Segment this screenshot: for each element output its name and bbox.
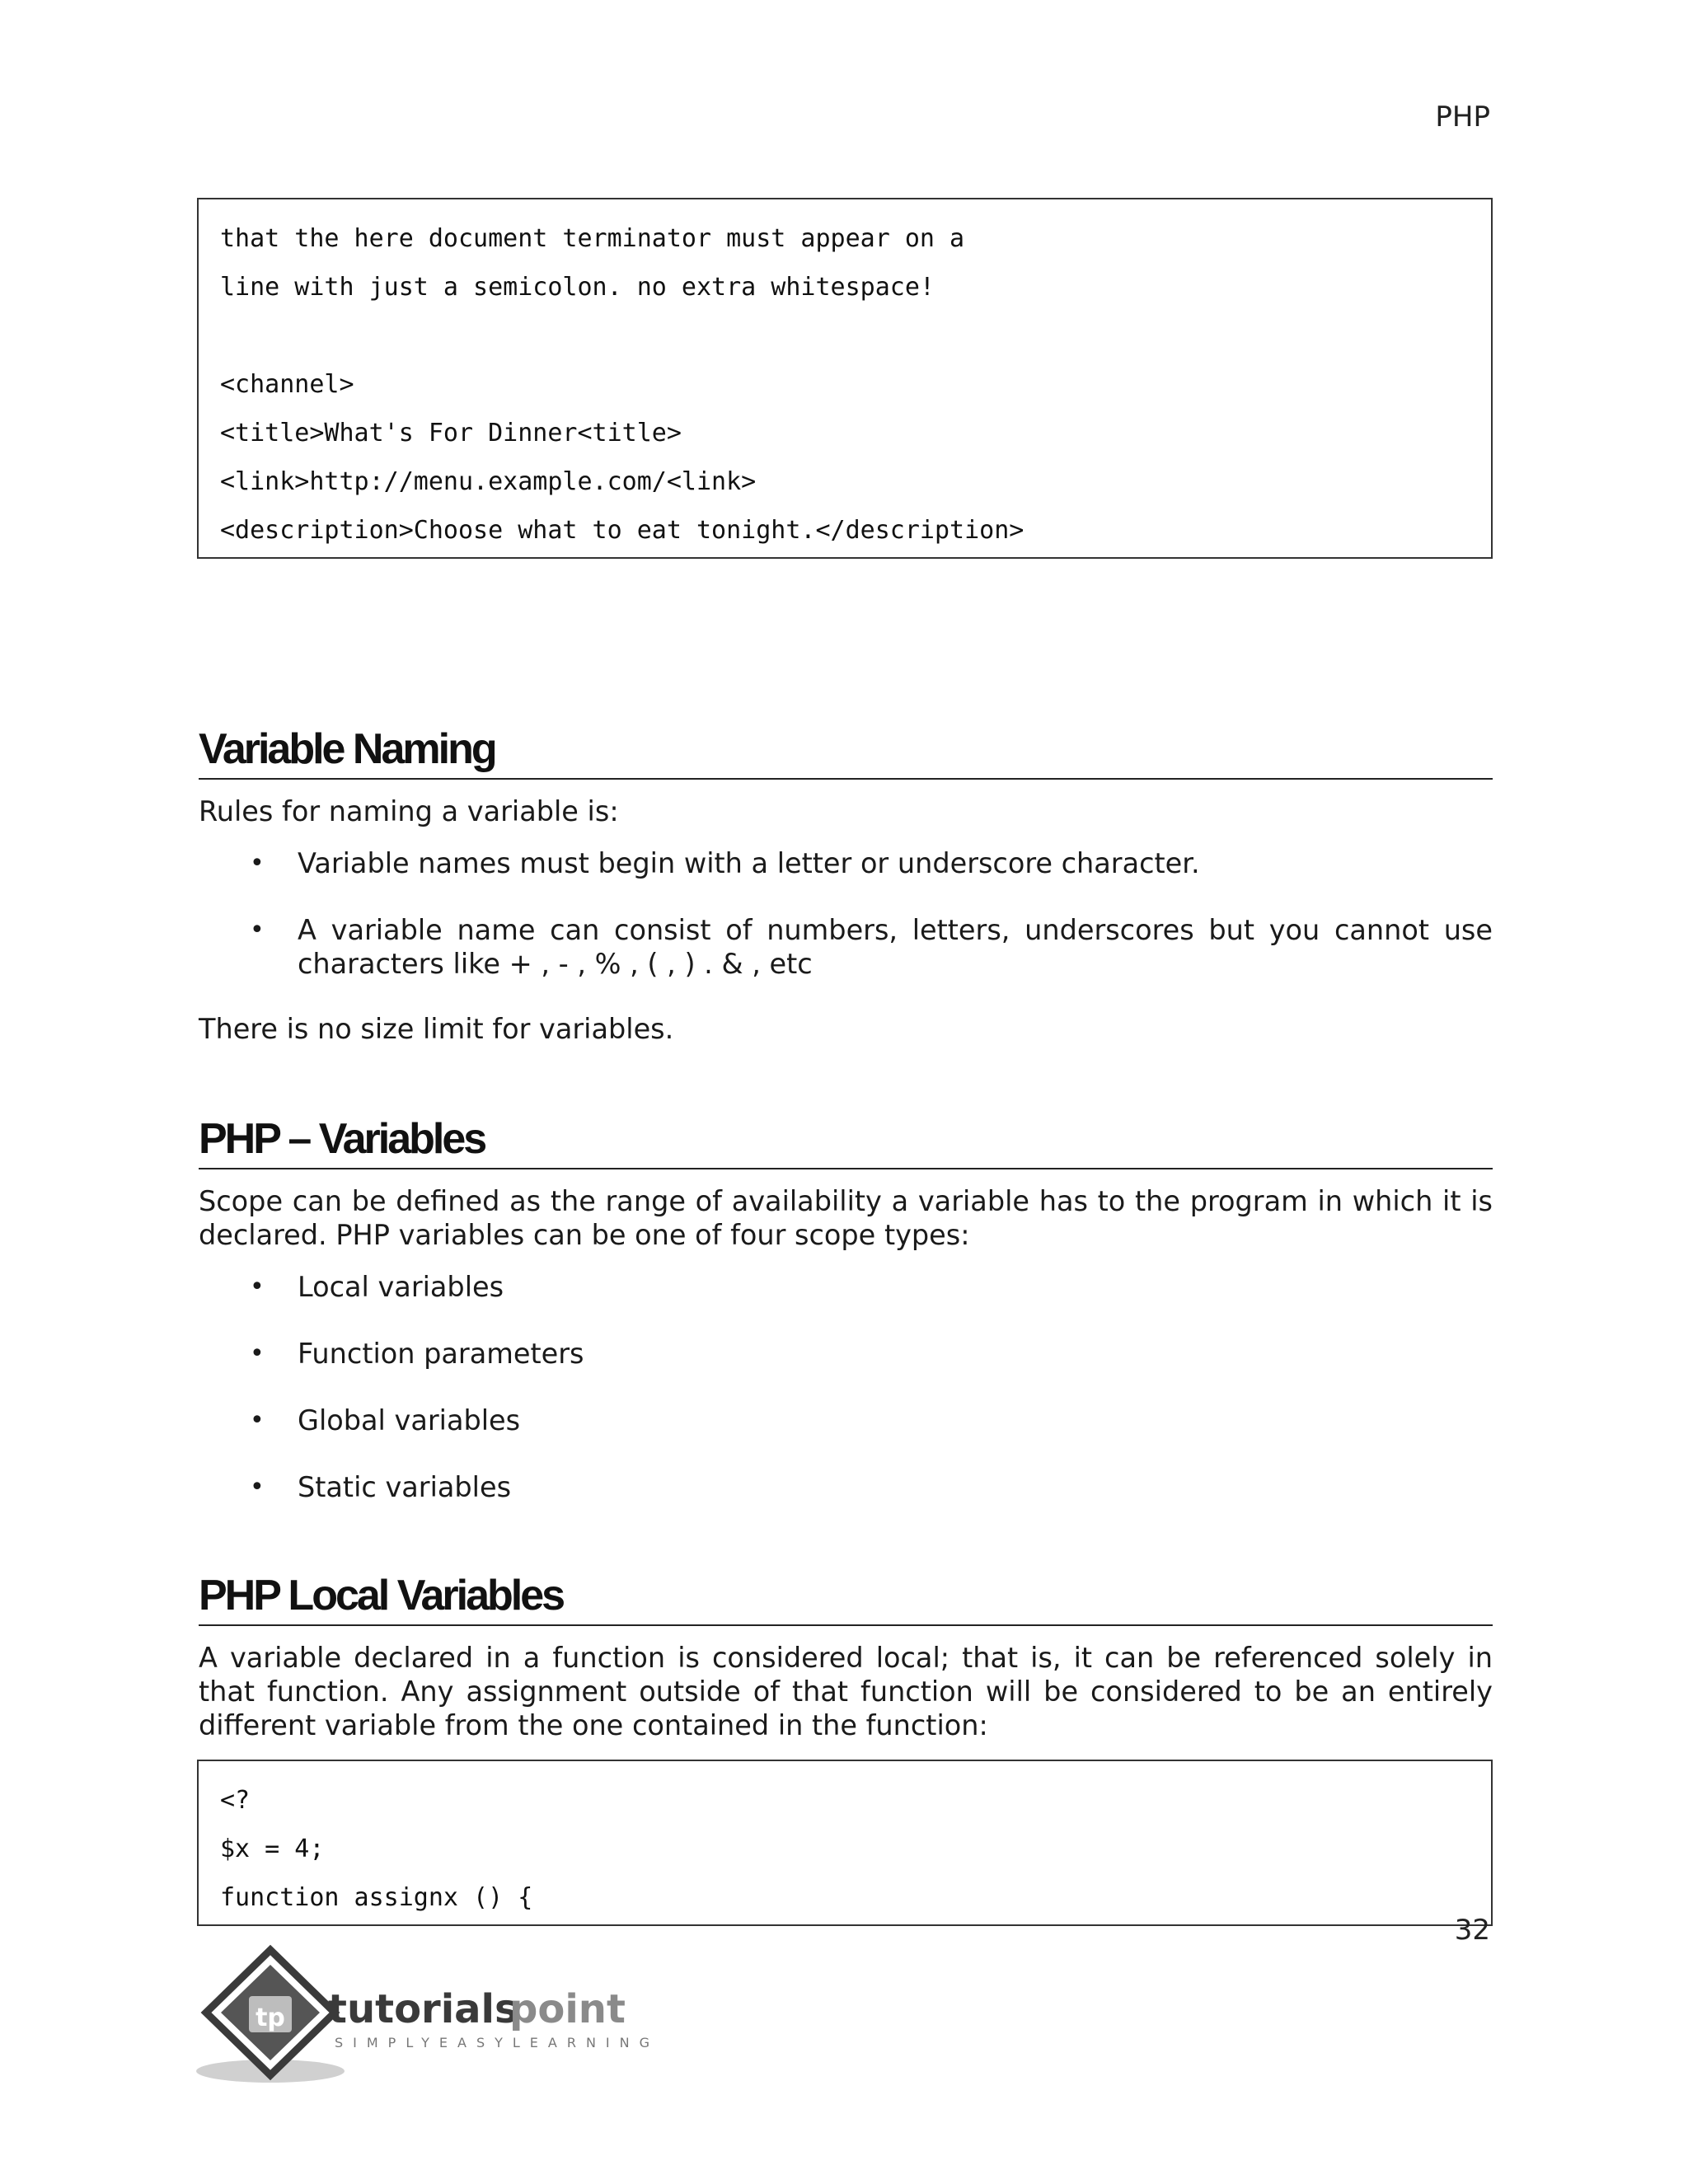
list-item bbox=[199, 1337, 1493, 1371]
list-item bbox=[199, 1270, 1493, 1304]
logo-diamond-icon bbox=[206, 1950, 335, 2075]
bullet-icon: • bbox=[250, 1339, 265, 1368]
list-item-text: Function parameters bbox=[298, 1338, 584, 1370]
list-item bbox=[199, 913, 1493, 981]
code-line bbox=[220, 312, 1470, 360]
code-line: <channel> bbox=[220, 370, 354, 399]
section-php-local-variables bbox=[199, 1570, 1493, 1742]
code-line: function assignx () { bbox=[220, 1883, 533, 1912]
bullet-list bbox=[199, 1270, 1493, 1504]
paragraph: There is no size limit for variables. bbox=[199, 1013, 674, 1045]
bullet-icon: • bbox=[250, 1473, 265, 1502]
list-item bbox=[199, 846, 1493, 880]
bullet-icon: • bbox=[250, 849, 265, 878]
code-line: <link>http://menu.example.com/<link> bbox=[220, 467, 757, 496]
paragraph: Rules for naming a variable is: bbox=[199, 795, 619, 827]
list-item-text: Static variables bbox=[298, 1471, 512, 1503]
bullet-list bbox=[199, 846, 1493, 981]
section-title: PHP – Variables bbox=[199, 1113, 1493, 1169]
list-item-text: A variable name can consist of numbers, letters, underscores but you cannot use characters like + , - , % , ( , ) . & , etc bbox=[298, 914, 1493, 980]
code-line: <title>What's For Dinner<title> bbox=[220, 419, 682, 448]
running-header: PHP bbox=[1435, 101, 1490, 134]
logo-tagline: SIMPLYEASYLEARNING bbox=[335, 2035, 660, 2050]
list-item-text: Variable names must begin with a letter or underscore character. bbox=[298, 847, 1200, 879]
paragraph: A variable declared in a function is considered local; that is, it can be referenced solely in that function. Any assignment outside of that function will be considered to be an entirely different variable from the one contained in the function: bbox=[199, 1642, 1493, 1741]
paragraph: Scope can be defined as the range of availability a variable has to the program in which it is declared. PHP variables can be one of four scope types: bbox=[199, 1185, 1493, 1251]
code-block-bottom bbox=[197, 1760, 1493, 1926]
logo-text-point: point bbox=[509, 1986, 626, 2032]
list-item-text: Local variables bbox=[298, 1271, 504, 1303]
list-item bbox=[199, 1404, 1493, 1437]
tutorialspoint-logo bbox=[196, 1943, 707, 2092]
list-item bbox=[199, 1470, 1493, 1504]
code-line: <? bbox=[220, 1786, 251, 1815]
logo-text-tutorials: tutorials bbox=[328, 1986, 518, 2032]
code-line: that the here document terminator must appear on a bbox=[220, 224, 965, 253]
bullet-icon: • bbox=[250, 1272, 265, 1301]
code-line: <description>Choose what to eat tonight.</description> bbox=[220, 516, 1025, 545]
section-title: PHP Local Variables bbox=[199, 1570, 1493, 1626]
section-php-variables bbox=[199, 1113, 1493, 1537]
code-block-top bbox=[197, 198, 1493, 559]
code-line: $x = 4; bbox=[220, 1835, 325, 1863]
svg-text:tp: tp bbox=[256, 2004, 285, 2032]
code-line: line with just a semicolon. no extra whitespace! bbox=[220, 273, 935, 302]
list-item-text: Global variables bbox=[298, 1404, 521, 1436]
section-variable-naming bbox=[199, 724, 1493, 1046]
page-number: 32 bbox=[1454, 1914, 1490, 1947]
section-title: Variable Naming bbox=[199, 724, 1493, 780]
bullet-icon: • bbox=[250, 916, 265, 944]
bullet-icon: • bbox=[250, 1406, 265, 1435]
